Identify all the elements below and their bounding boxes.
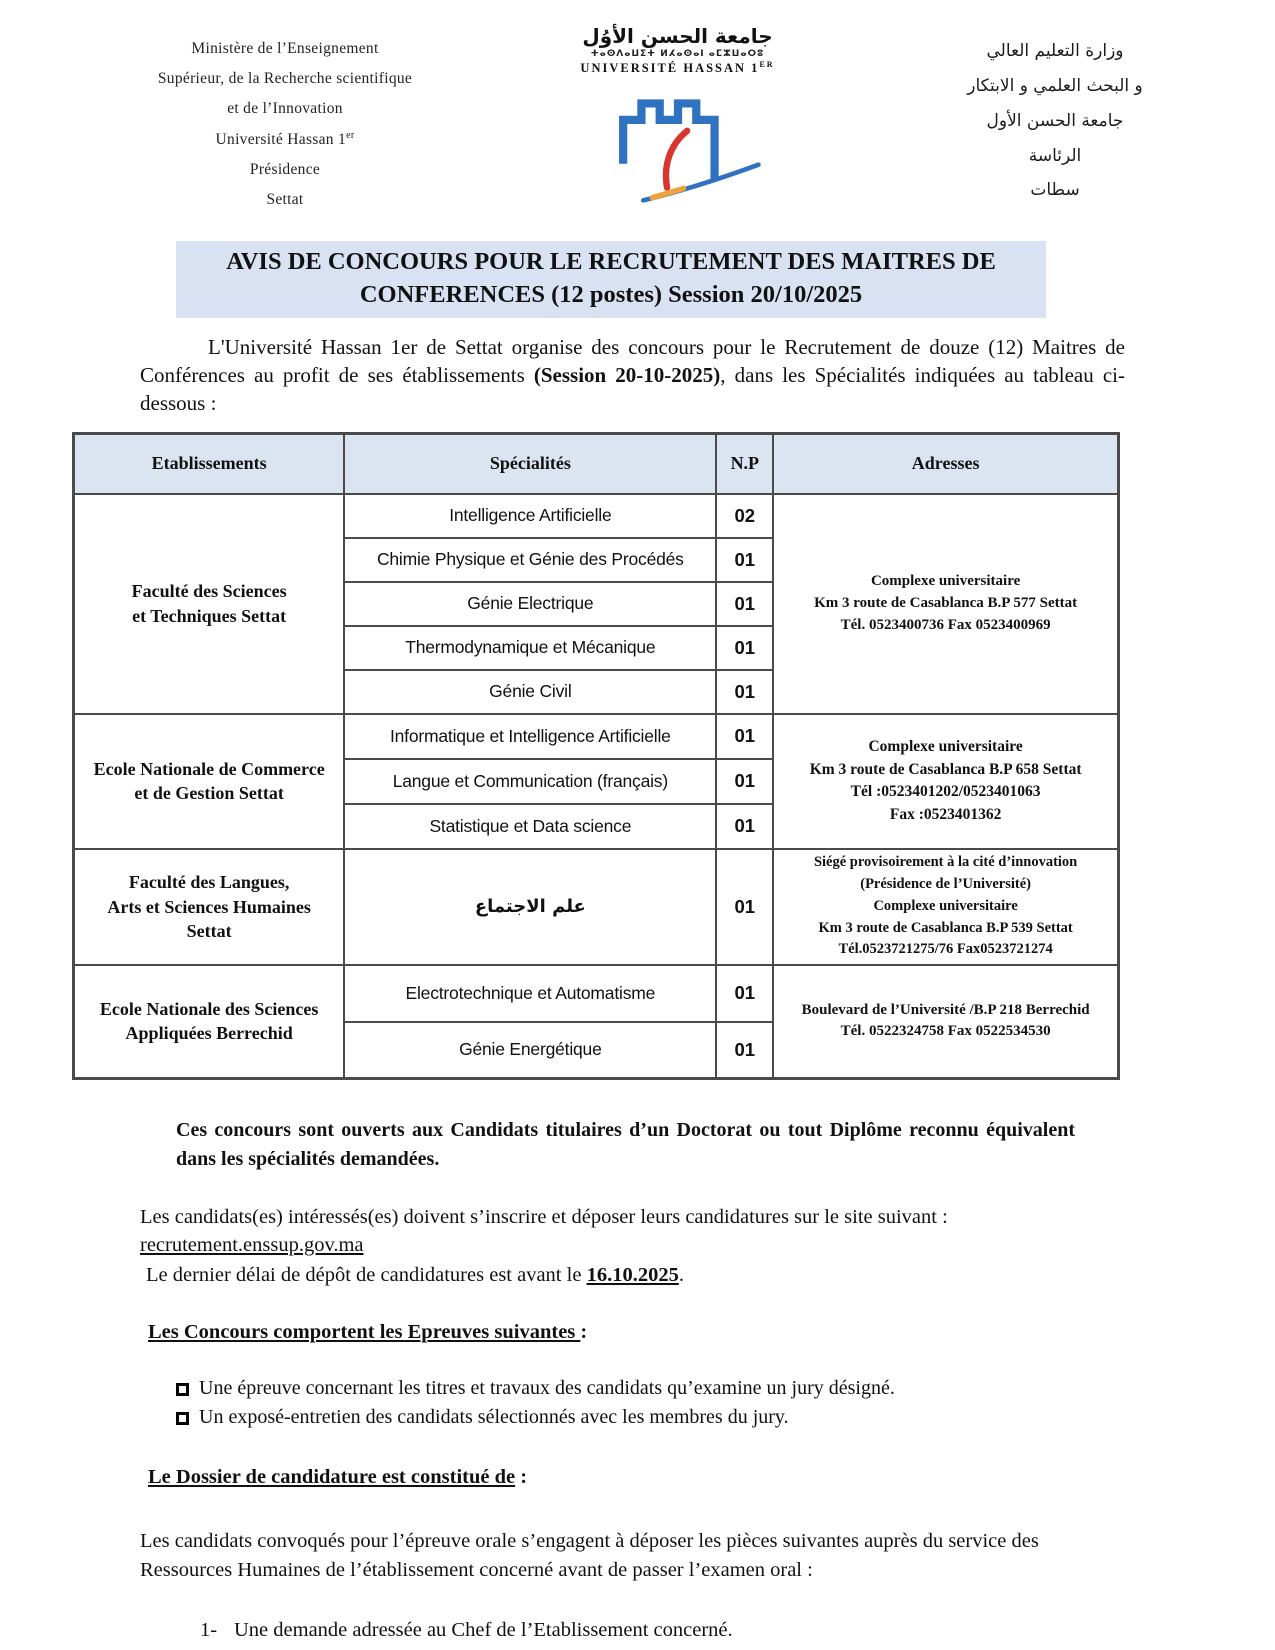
bullet-text: Une épreuve concernant les titres et travaux des candidats qu’examine un jury désigné. — [199, 1376, 895, 1399]
spec-cell-arabic: علم الاجتماع — [344, 849, 716, 965]
ministry-block-fr — [120, 34, 450, 215]
np-cell: 01 — [716, 626, 773, 670]
table-row — [74, 849, 1119, 965]
castle-logo-icon — [578, 76, 778, 204]
dossier-item-1: 1- Une demande adressée au Chef de l’Etablissement concerné. — [200, 1618, 733, 1641]
logo-tifinagh-title: ⵜⴰⵙⴷⴰⵡⵉⵜ ⵍⵃⴰⵙⴰⵏ ⴰⵎⵣⵡⴰⵔⵓ — [590, 49, 765, 59]
ministry-line: et de l’Innovation — [227, 100, 343, 118]
spec-cell: Statistique et Data science — [344, 804, 716, 849]
exams-bullet-list — [176, 1374, 1125, 1432]
spec-cell: Electrotechnique et Automatisme — [344, 965, 716, 1022]
np-cell: 01 — [716, 538, 773, 582]
np-cell: 01 — [716, 670, 773, 714]
positions-table — [72, 432, 1120, 1081]
address-cell-fst: Complexe universitaire Km 3 route de Casablanca B.P 577 Settat Tél. 0523400736 Fax 0523400969 — [773, 494, 1118, 714]
table-header-row — [74, 433, 1119, 494]
address-cell-ensa: Boulevard de l’Université /B.P 218 Berrechid Tél. 0522324758 Fax 0522534530 — [773, 965, 1118, 1079]
column-header-etablissements: Etablissements — [74, 433, 345, 494]
spec-cell: Génie Civil — [344, 670, 716, 714]
address-cell-flash: Siégé provisoirement à la cité d’innovation (Présidence de l’Université) Complexe universitaire Km 3 route de Casablanca B.P 539 Settat Tél.0523721275/76 Fax0523721274 — [773, 849, 1118, 965]
address-cell-encg: Complexe universitaire Km 3 route de Casablanca B.P 658 Settat Tél :0523401202/0523401063 Fax :0523401362 — [773, 714, 1118, 849]
np-cell: 01 — [716, 714, 773, 759]
ministry-line: Settat — [266, 191, 304, 209]
eligibility-paragraph: Ces concours sont ouverts aux Candidats titulaires d’un Doctorat ou tout Diplôme reconnu équivalent dans les spécialités demandées. — [176, 1119, 1075, 1171]
spec-cell: Thermodynamique et Mécanique — [344, 626, 716, 670]
deadline-paragraph: Le dernier délai de dépôt de candidatures est avant le 16.10.2025. — [146, 1263, 684, 1286]
column-header-np: N.P — [716, 433, 773, 494]
spec-cell: Intelligence Artificielle — [344, 494, 716, 538]
application-site-link[interactable]: recrutement.enssup.gov.ma — [140, 1233, 364, 1256]
etab-cell-fst: Faculté des Sciences et Techniques Settat — [74, 494, 345, 714]
spec-cell: Informatique et Intelligence Artificielle — [344, 714, 716, 759]
ministry-ar-line: سطات — [1030, 180, 1080, 201]
np-cell: 01 — [716, 1022, 773, 1079]
application-paragraph: Les candidats(es) intéressés(es) doivent s’inscrire et déposer leurs candidatures sur le site suivant : recrutement.enssup.gov.ma — [140, 1206, 948, 1256]
ministry-ar-line: الرئاسة — [1028, 145, 1082, 166]
np-cell: 01 — [716, 849, 773, 965]
page-header — [0, 0, 1275, 215]
logo-latin-title: UNIVERSITÉ HASSAN 1ER — [580, 60, 775, 76]
np-cell: 02 — [716, 494, 773, 538]
table-row — [74, 714, 1119, 759]
bullet-text: Un exposé-entretien des candidats sélectionnés avec les membres du jury. — [199, 1405, 789, 1428]
ministry-line: Supérieur, de la Recherche scientifique — [157, 70, 413, 88]
column-header-specialites: Spécialités — [344, 433, 716, 494]
ministry-ar-line: جامعة الحسن الأول — [986, 110, 1124, 131]
np-cell: 01 — [716, 759, 773, 804]
table-row — [74, 494, 1119, 538]
np-cell: 01 — [716, 965, 773, 1022]
notice-title-banner — [176, 241, 1046, 318]
square-bullet-icon — [176, 1383, 189, 1396]
square-bullet-icon — [176, 1412, 189, 1425]
list-item — [176, 1403, 1125, 1432]
ministry-ar-line: وزارة التعليم العالي — [986, 41, 1124, 61]
notice-title-line2: CONFERENCES (12 postes) Session 20/10/2025 — [359, 280, 863, 308]
item-number: 1- — [200, 1618, 218, 1641]
exams-heading: Les Concours comportent les Epreuves suivantes : — [148, 1320, 588, 1343]
spec-cell: Langue et Communication (français) — [344, 759, 716, 804]
spec-cell: Génie Energétique — [344, 1022, 716, 1079]
university-logo — [563, 24, 793, 209]
ministry-line: Université Hassan 1er — [215, 129, 355, 148]
etab-cell-encg: Ecole Nationale de Commerce et de Gestion Settat — [74, 714, 345, 849]
ministry-line: Présidence — [249, 160, 321, 178]
ministry-ar-line: و البحث العلمي و الابتكار — [967, 75, 1143, 96]
list-item — [176, 1374, 1125, 1403]
dossier-heading: Le Dossier de candidature est constitué de : — [148, 1465, 528, 1488]
spec-cell: Chimie Physique et Génie des Procédés — [344, 538, 716, 582]
ministry-line: Ministère de l’Enseignement — [191, 40, 379, 57]
intro-paragraph: L'Université Hassan 1er de Settat organise des concours pour le Recrutement de douze (12) Maitres de Conférences au profit de ses établissements (Session 20-10-2025), dans les Spécialités indiquées au tableau ci-dessous : — [140, 334, 1125, 415]
ministry-block-ar — [905, 34, 1205, 208]
etab-cell-ensa: Ecole Nationale des Sciences Appliquées Berrechid — [74, 965, 345, 1079]
notice-title-line1: AVIS DE CONCOURS POUR LE RECRUTEMENT DES MAITRES DE — [226, 248, 996, 276]
etab-cell-flash: Faculté des Langues, Arts et Sciences Humaines Settat — [74, 849, 345, 965]
oral-exam-paragraph: Les candidats convoqués pour l’épreuve orale s’engagent à déposer les pièces suivantes auprès du service des Ressources Humaines de l’établissement concerné avant de passer l’examen oral : — [140, 1529, 1039, 1581]
deadline-date: 16.10.2025 — [586, 1263, 679, 1286]
spec-cell: Génie Electrique — [344, 582, 716, 626]
np-cell: 01 — [716, 582, 773, 626]
column-header-adresses: Adresses — [773, 433, 1118, 494]
table-row — [74, 965, 1119, 1022]
logo-arabic-title: جامعة الحسن الأوُل — [582, 24, 773, 48]
np-cell: 01 — [716, 804, 773, 849]
